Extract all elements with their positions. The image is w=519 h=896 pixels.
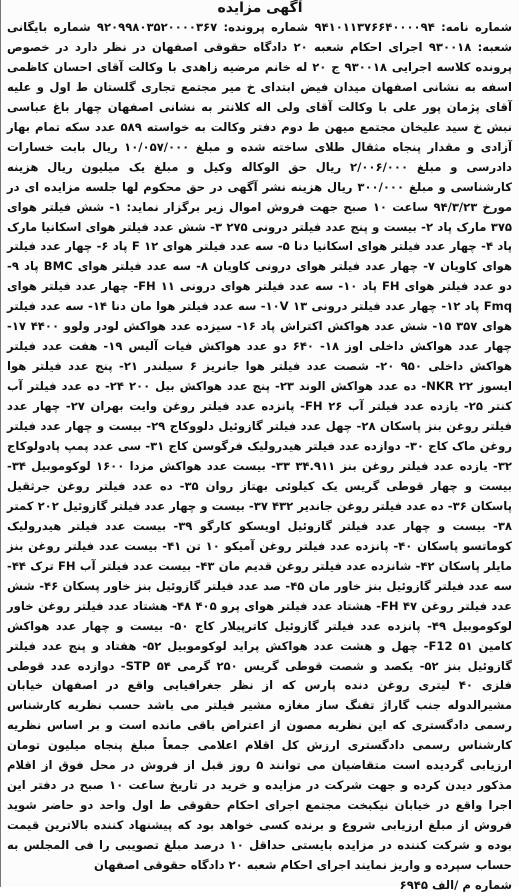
notice-signature: شماره م /الف ۶۹۴۵ [399, 877, 512, 892]
notice-title: آگهی مزایده [217, 0, 303, 16]
notice-body-text: شماره نامه: ۹۴۱۰۱۱۳۷۶۶۴۰۰۰۰۹۴ شماره پرونده: ۹۲۰۹۹۸۰۳۵۲۰۰۰۰۳۶۷ شماره بایگانی شعبه: ۹۳۰۰۱۸ اجرای احکام شعبه ۲۰ دادگاه حقوقی اصفهان در نظر دارد در خصوص پرونده کلاسه اجرایی ۹۳۰۰۱۸ ج ۲۰ له خانم مرضیه زاهدی با وکالت آقای احسان کاظمی اسفه به نشانی اصفهان میدان فیض ابتدای خ میر مجتمع تجاری گلستان ط اول و علیه آقای پژمان پور علی با وکالت آقای ولی اله کلانتر به نشانی اصفهان چهار باغ عباسی نبش خ سید علیخان مجتمع میهن ط دوم دفتر وکالت به خواسته ۵۸۹ عدد سکه تمام بهار آزادی و مقدار پنجاه مثقال طلای ساخته شده و مبلغ ۱۰/۰۵۷/۰۰۰ ریال بابت خسارات دادرسی و مبلغ ۲/۰۰۶/۰۰۰ ریال حق الوکاله وکیل و مبلغ یک میلیون ریال هزینه کارشناسی و مبلغ ۳۰۰/۰۰۰ ریال هزینه نشر آگهی در حق محکوم لها جلسه مزایده ای در مورخ ۹۴/۳/۲۳ ساعت ۱۰ صبح جهت فروش اموال زیر برگزار نماید: ۱- شش فیلتر هوای ۳۷۵ مارک پاد ۲- بیست و پنج عدد فیلتر درونی ۲۷۵ ۳- شش عدد فیلتر هوای اسکانیا مارک پاد ۴- چهار عدد فیلتر هوای اسکانیا دنا ۵- سه عدد فیلتر هوای ۱۲ F پاد ۶- چهار عدد فیلتر هوای کاویان ۷- چهار عدد فیلتر هوای درونی کاویان ۸- سه عدد فیلتر هوای BMC پاد ۹- دو عدد فیلتر هوای FH پاد ۱۰- سه عدد فیلتر هوای درونی FH ۱۱- چهار عدد فیلتر هوای Fmq پاد ۱۲- چهار عدد فیلتر درونی ۱۰V ۱۳- سه عدد فیلتر هوا مان دنا ۱۴- سه عدد فیلتر هوای ۳۵۷ ۱۵- شش عدد هواکش اکتراش پاد ۱۶- سیزده عدد هواکش لودر ولوو ۴۴۰۰ ۱۷- چهار عدد هواکش داخلی اوز ۱۸- ۶۴۰ دو عدد هواکش فیات آلیس ۱۹- هفت عدد فیلتر هواکش داخلی ۹۵۰ ۲۰- شصت عدد فیلتر هوا جانریز ۶ سیلندر ۲۱- پنج عدد فیلتر هوا ایسوز NKR ۲۲- ده عدد هواکش الوند ۲۳- پنج عدد هواکش بیل ۲۰۰ ۲۴- ده عدد فیلتر آب کنتر ۲۵- یازده عدد فیلتر آب FH ۲۶- پانزده عدد فیلتر روغن وایت بهران ۲۷- چهار عدد فیلتر روغن بنز پاسکان ۲۸- چهل عدد فیلتر گازوئیل دلووکاج ۲۹- بیست و چهار عدد فیلتر روغن ماک کاج ۳۰- دوازده عدد فیلتر هیدرولیک فرگوسن کاج ۳۱- سی عدد پمپ پادولوکاج ۳۲- یازده عدد فیلتر روغن بنز ۳۴.۹۱۱ ۳۳- بیست عدد هواکش مزدا ۱۶۰۰ لوکوموبیل ۳۴- بیست و چهار قوطی گریس یک کیلوئی بهتاز روان ۳۵- ده عدد فیلتر روغن جرثقیل پاسکان ۳۶- ده عدد فیلتر روغن جاندیر ۴۳۲ ۳۷- بیست و چهار عدد فیلتر گازوئیل ۲۰۲ کمتر ۳۸- بیست و چهار عدد فیلتر گازوئیل اویسکو کارگو ۳۹- بیست عدد فیلتر هیدرولیک کوماتسو پاسکان ۴۰- پانزده عدد فیلتر روغن آمیکو ۱۰ تن ۴۱- بیست عدد فیلتر روغن بنز مایلر پاسکان ۴۲- شانزده عدد فیلتر روغن قدیم مان ۴۳- بیست عدد فیلتر آب FH ترک ۴۴- سه عدد فیلتر گازوئیل بنز خاور مان ۴۵- صد عدد فیلتر گازوئیل بنز خاور پسکان ۴۶- شش عدد فیلتر روغن FH ۴۷- هشتاد عدد فیلتر هوای پرو ۴۰۵ ۴۸- هشتاد عدد فیلتر روغن خاور لوکوموبیل ۴۹- پانزده عدد فیلتر گازوئیل کاترپیلار کاج ۵۰- بیست و چهار عدد هواکش کامین F12 ۵۱- چهل و هشت عدد هواکش پراید لوکوموبیل ۵۲- هفتاد و پنج عدد فیلتر گازوئیل بنز ۵۲- یکصد و شصت قوطی گریس ۲۵۰ گرمی STP ۵۴- دوازده عدد قوطی فلزی ۴۰ لیتری روغن دنده پارس که از نظر جغرافیایی واقع در اصفهان خیابان مشیرالدوله جنب گاراژ تفنگ ساز مغازه مشیر فیلتر می باشد حسب نظریه کارشناس رسمی دادگستری که این نظریه مصون از اعتراض باقی مانده است و بر اساس نظریه کارشناس رسمی دادگستری ارزش کل اقلام اعلامی جمعاً مبلغ پنجاه میلیون تومان ارزیابی گردیده است متقاضیان می توانند ۵ روز قبل از فروش در محل فوق از اقلام مذکور دیدن کرده و جهت شرکت در مزایده و خرید در تاریخ ساعت ۱۰ صبح در دفتر این اجرا واقع در خیابان نیکبخت مجتمع اجرای احکام حقوقی ط اول واحد دو حاضر شوید فروش از مبلغ ارزیابی شروع و برنده کسی خواهد بود که پیشنهاد کننده بالاترین قیمت بوده و شرکت کننده در مزایده بایستی حداقل ۱۰ درصد مبلغ تصویبی را فی المجلس به حساب سپرده و واریز نمایند اجرای احکام شعبه ۲۰ دادگاه حقوقی اصفهان [7, 20, 513, 873]
notice-body [7, 18, 513, 892]
